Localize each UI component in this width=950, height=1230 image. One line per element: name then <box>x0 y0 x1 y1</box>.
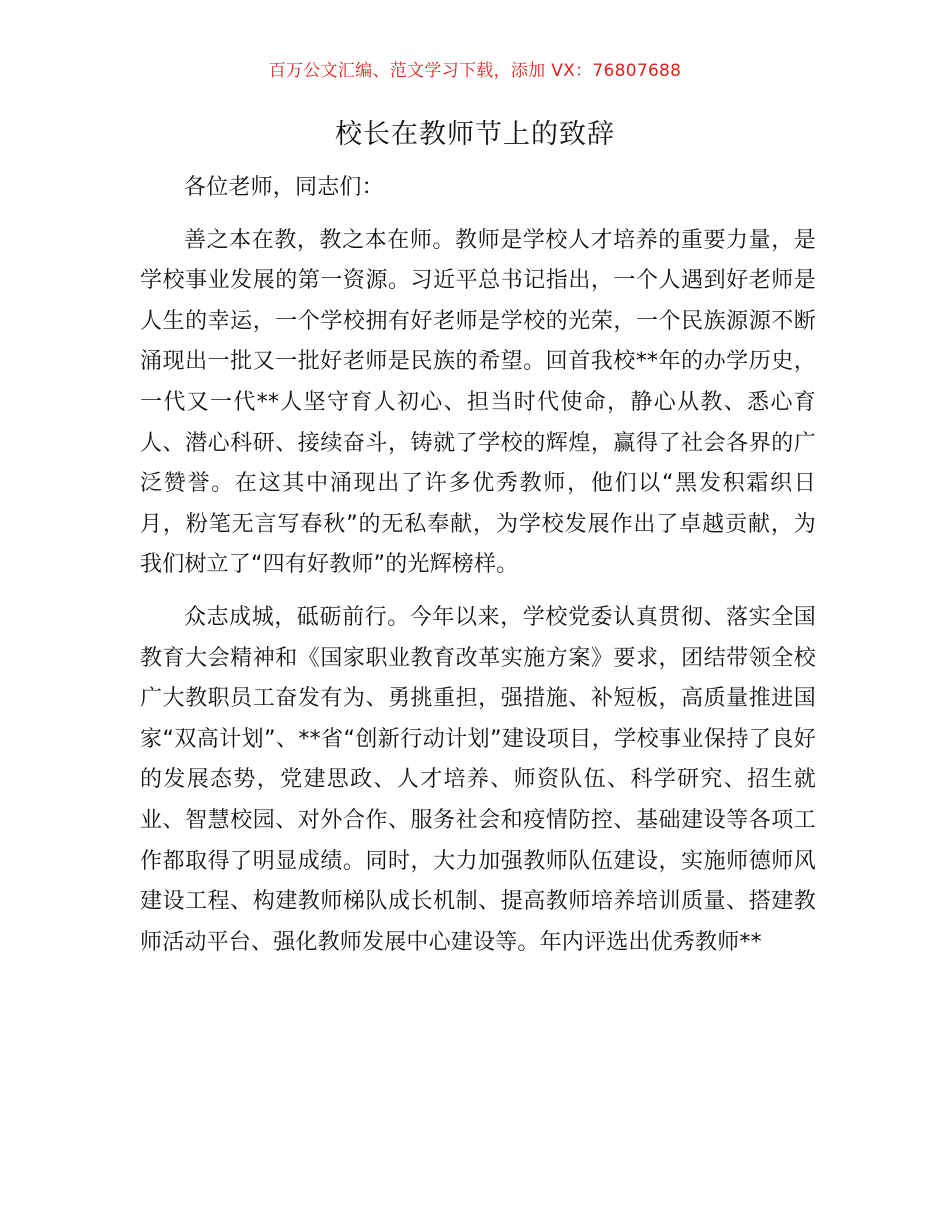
salutation: 各位老师，同志们： <box>184 175 384 200</box>
document-body <box>140 168 816 975</box>
paragraph-2: 众志成城，砥砺前行。今年以来，学校党委认真贯彻、落实全国教育大会精神和《国家职业教育改革实施方案》要求，团结带领全校广大教职员工奋发有为、勇挑重担，强措施、补短板，高质量推进国家“双高计划”、**省“创新行动计划”建设项目，学校事业保持了良好的发展态势，党建思政、人才培养、师资队伍、科学研究、招生就业、智慧校园、对外合作、服务社会和疫情防控、基础建设等各项工作都取得了明显成绩。同时，大力加强教师队伍建设，实施师德师风建设工程、构建教师梯队成长机制、提高教师培养培训质量、搭建教师活动平台、强化教师发展中心建设等。年内评选出优秀教师** <box>140 604 816 955</box>
paragraph-1: 善之本在教，教之本在师。教师是学校人才培养的重要力量，是学校事业发展的第一资源。习近平总书记指出，一个人遇到好老师是人生的幸运，一个学校拥有好老师是学校的光荣，一个民族源源不断涌现出一批又一批好老师是民族的希望。回首我校**年的办学历史，一代又一代**人坚守育人初心、担当时代使命，静心从教、悉心育人、潜心科研、接续奋斗，铸就了学校的辉煌，赢得了社会各界的广泛赞誉。在这其中涌现出了许多优秀教师，他们以“黑发积霜织日月，粉笔无言写春秋”的无私奉献，为学校发展作出了卓越贡献，为我们树立了“四有好教师”的光辉榜样。 <box>140 227 816 578</box>
document-title: 校长在教师节上的致辞 <box>335 119 615 150</box>
download-notice-header: 百万公文汇编、范文学习下载，添加 VX：76807688 <box>268 61 682 81</box>
